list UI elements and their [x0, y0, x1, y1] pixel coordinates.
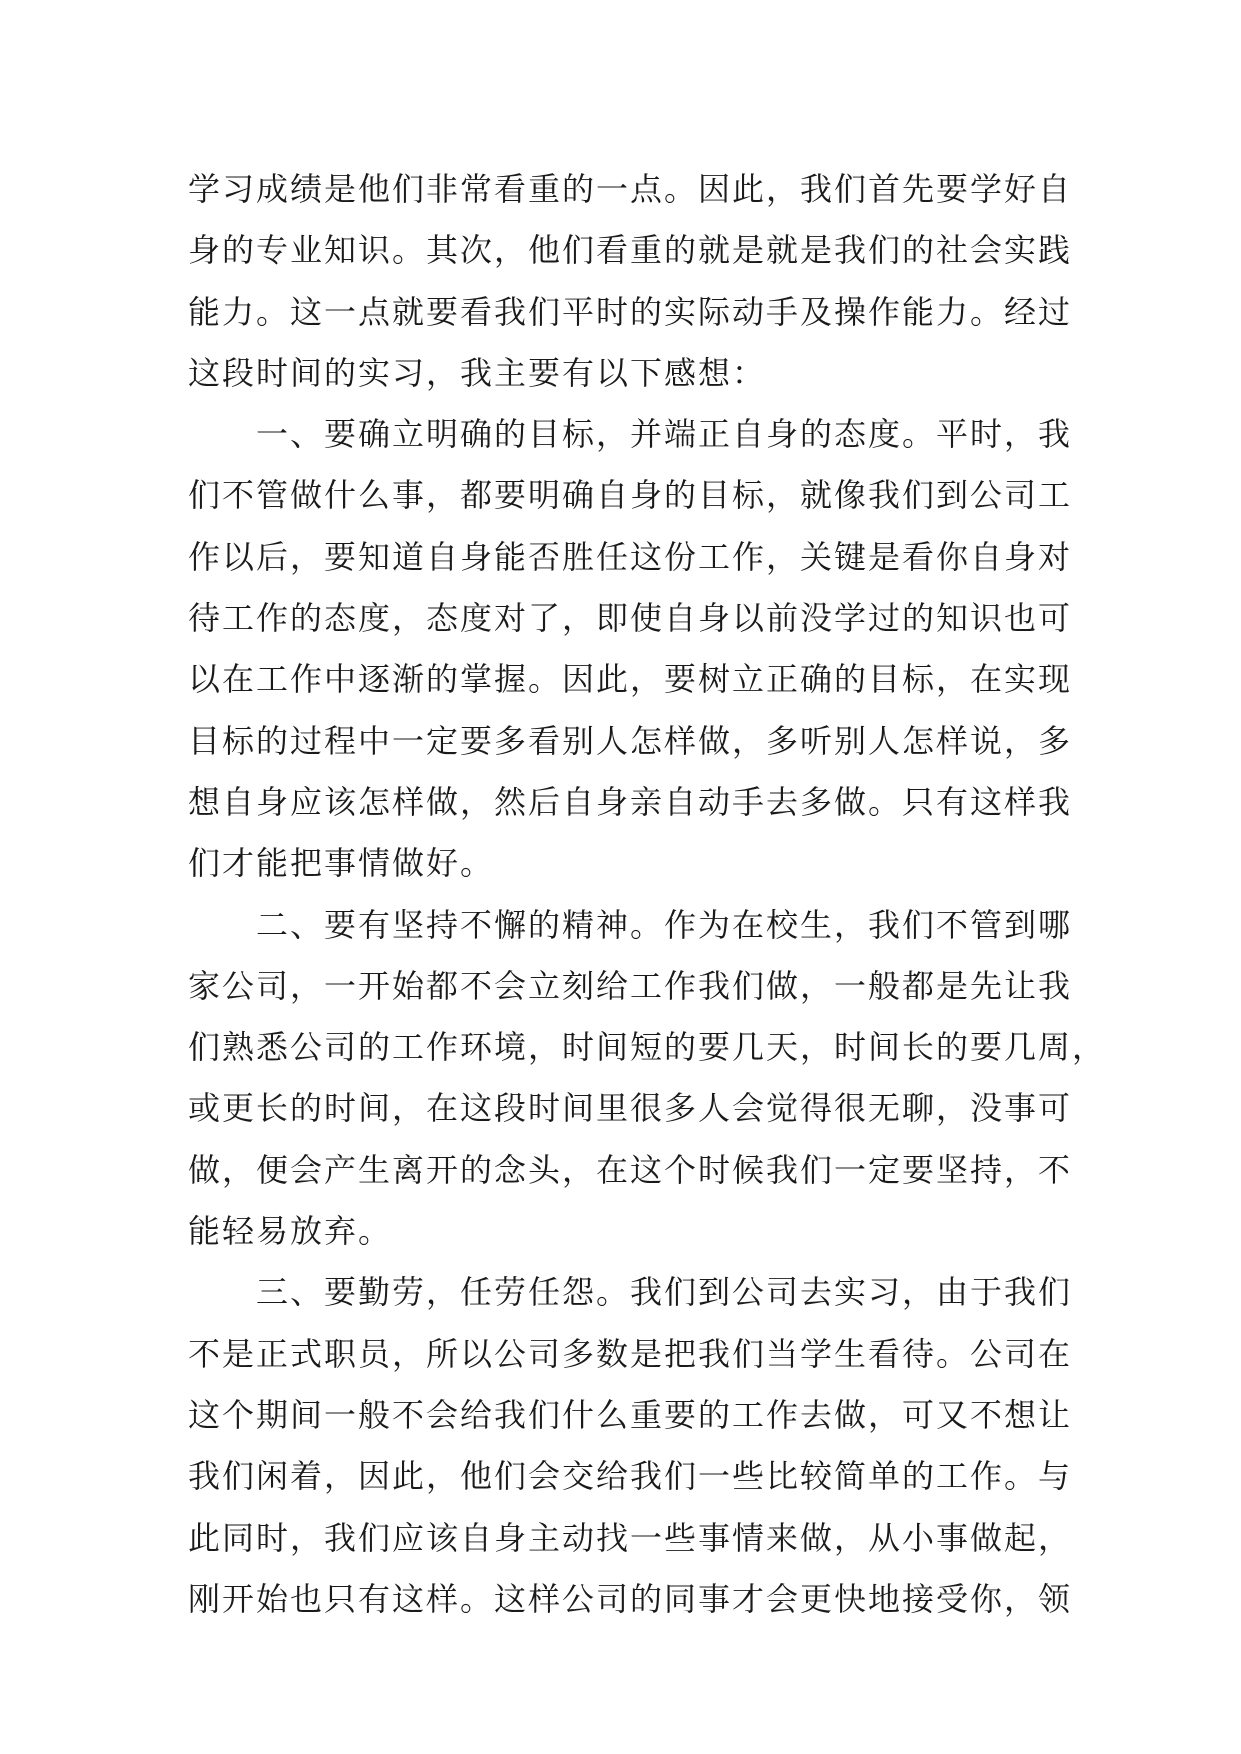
- text-line: 待工作的态度，态度对了，即使自身以前没学过的知识也可: [188, 599, 1073, 638]
- text-line: 这段时间的实习，我主要有以下感想：: [188, 353, 767, 392]
- text-line: 作以后，要知道自身能否胜任这份工作，关键是看你自身对: [188, 537, 1073, 576]
- text-line: 们熟悉公司的工作环境，时间短的要几天，时间长的要几周，: [188, 1028, 1107, 1067]
- text-line: 们不管做什么事，都要明确自身的目标，就像我们到公司工: [188, 476, 1073, 515]
- text-line: 目标的过程中一定要多看别人怎样做，多听别人怎样说，多: [188, 721, 1073, 760]
- text-line: 一、要确立明确的目标，并端正自身的态度。平时，我: [256, 415, 1073, 454]
- text-line: 身的专业知识。其次，他们看重的就是就是我们的社会实践: [188, 231, 1073, 270]
- text-line: 能轻易放弃。: [188, 1212, 393, 1251]
- text-line: 此同时，我们应该自身主动找一些事情来做，从小事做起，: [188, 1518, 1073, 1557]
- text-line: 三、要勤劳，任劳任怨。我们到公司去实习，由于我们: [256, 1273, 1073, 1312]
- text-line: 刚开始也只有这样。这样公司的同事才会更快地接受你，领: [188, 1579, 1073, 1618]
- text-line: 不是正式职员，所以公司多数是把我们当学生看待。公司在: [188, 1334, 1073, 1373]
- text-line: 能力。这一点就要看我们平时的实际动手及操作能力。经过: [188, 292, 1073, 331]
- text-line: 们才能把事情做好。: [188, 844, 495, 883]
- text-line: 家公司，一开始都不会立刻给工作我们做，一般都是先让我: [188, 966, 1073, 1005]
- text-line: 做，便会产生离开的念头，在这个时候我们一定要坚持，不: [188, 1150, 1073, 1189]
- text-line: 二、要有坚持不懈的精神。作为在校生，我们不管到哪: [256, 905, 1073, 944]
- text-line: 想自身应该怎样做，然后自身亲自动手去多做。只有这样我: [188, 782, 1073, 821]
- text-line: 学习成绩是他们非常看重的一点。因此，我们首先要学好自: [188, 170, 1073, 208]
- body-text: [188, 159, 1107, 1630]
- text-line: 或更长的时间，在这段时间里很多人会觉得很无聊，没事可: [188, 1089, 1073, 1128]
- text-line: 这个期间一般不会给我们什么重要的工作去做，可又不想让: [188, 1395, 1073, 1434]
- text-line: 我们闲着，因此，他们会交给我们一些比较简单的工作。与: [188, 1457, 1073, 1496]
- text-line: 以在工作中逐渐的掌握。因此，要树立正确的目标，在实现: [188, 660, 1073, 699]
